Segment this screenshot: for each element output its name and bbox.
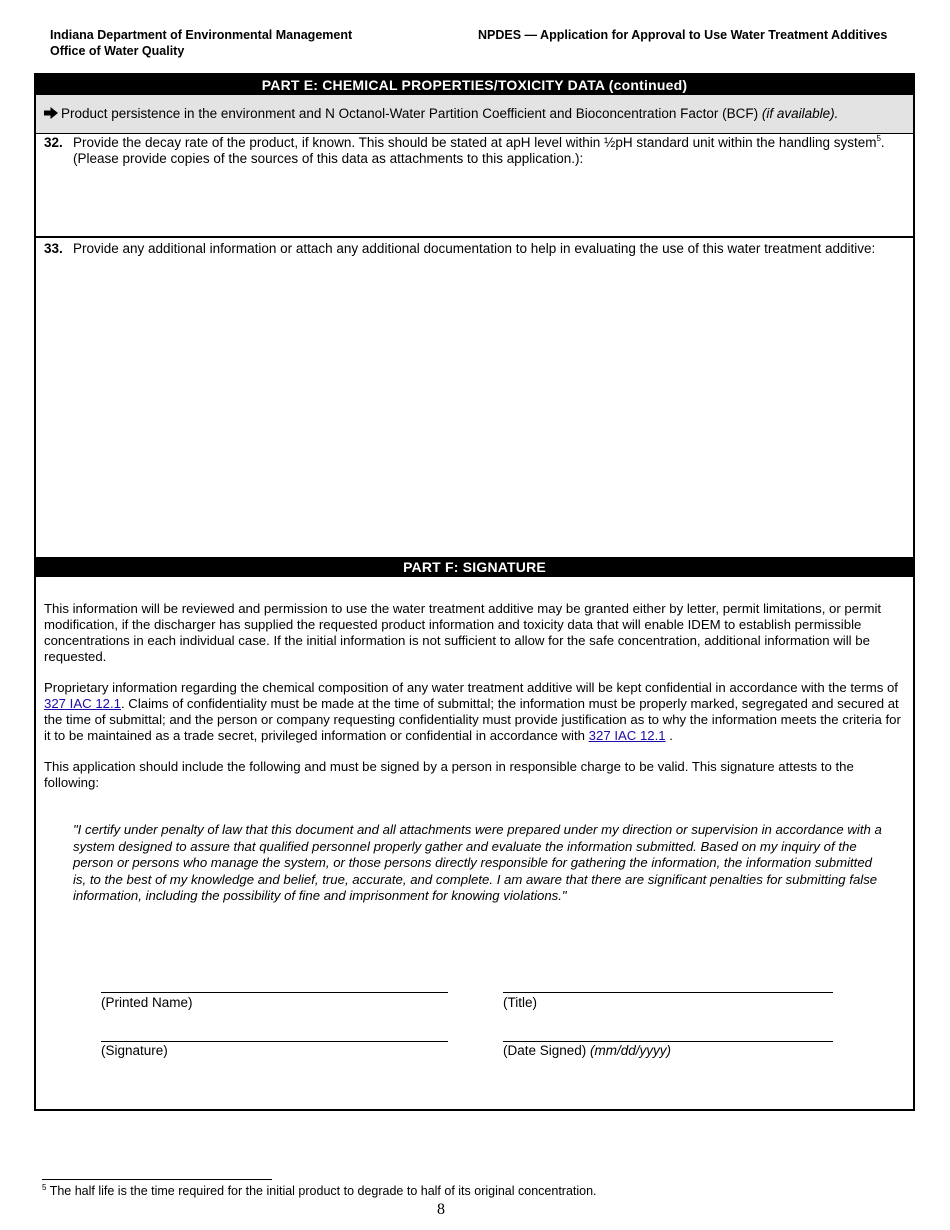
footnote [42,1183,597,1199]
review-paragraph: This information will be reviewed and permission to use the water treatment additive may be granted either by letter, permit limitations, or permit modification, if the discharger has supplied the requested product information and toxicity data that will enable IDEM to establish permissible concentrations in each individual case. If the initial information is not sufficient to allow for the safe concentration, additional information will be requested. [44,601,882,664]
question-33-text: Provide any additional information or attach any additional documentation to help in evaluating the use of this water treatment additive: [73,241,876,256]
footnote-marker: 5 [42,1183,47,1192]
footnote-text: The half life is the time required for the initial product to degrade to half of its original concentration. [46,1184,597,1198]
title-label: (Title) [503,995,537,1010]
persistence-text: Product persistence in the environment and N Octanol-Water Partition Coefficient and Bioconcentration Factor (BCF) [61,106,762,121]
part-f-title: PART F: SIGNATURE [36,557,913,577]
persistence-note-row [36,95,913,134]
signature-label: (Signature) [101,1043,168,1058]
certification-statement: "I certify under penalty of law that this document and all attachments were prepared under my direction or supervision in accordance with a system designed to assure that qualified personnel properly gather and evaluate the information submitted. Based on my inquiry of the person or persons who manage the system, or those persons directly responsible for gathering the information, the information submitted is, to the best of my knowledge and belief, true, accurate, and complete. I am aware that there are significant penalties for submitting false information, including the possibility of fine and imprisonment for knowing violations." [73,822,882,904]
form-title: NPDES — Application for Approval to Use Water Treatment Additives [478,28,888,42]
signature-line[interactable] [101,1041,448,1042]
footnote-divider [42,1179,272,1180]
question-32-field[interactable] [36,134,913,238]
agency-header [50,27,352,59]
printed-name-label: (Printed Name) [101,995,193,1010]
question-33-field[interactable] [36,240,913,557]
footnote-ref: 5 [876,134,881,143]
form-frame [34,73,915,1111]
date-signed-line[interactable] [503,1041,833,1042]
printed-name-line[interactable] [101,992,448,993]
agency-name: Indiana Department of Environmental Management [50,28,353,42]
signature-instructions: This application should include the following and must be signed by a person in responsible charge to be valid. This signature attests to the following: [44,759,854,790]
office-name: Office of Water Quality [50,44,185,58]
question-32-text: Provide the decay rate of the product, if known. This should be stated at apH level within ½pH standard unit within the handling system$^5$. (Please provide copies of the sources of this data as attachments to this application.): [73,134,885,166]
page-number: 8 [437,1201,445,1218]
arrow-right-icon [44,107,58,119]
confidentiality-paragraph: Proprietary information regarding the chemical composition of any water treatment additive will be kept confidential in accordance with the terms of 327 IAC 12.1. Claims of confidentiality must be made at the time of submittal; the information must be properly marked, segregated and secured at the time of submittal; and the person or company requesting confidentiality must provide justification as to why the information meets the criteria for it to be maintained as a trade secret, privileged information or confidential in accordance with 327 IAC 12.1 . [44,680,901,743]
date-signed-label: (Date Signed) (mm/dd/yyyy) [503,1043,672,1058]
iac-link[interactable]: 327 IAC 12.1 [588,728,666,743]
persistence-qualifier: (if available). [761,106,839,121]
date-format: (mm/dd/yyyy) [590,1043,672,1058]
question-number: 32. [44,135,63,150]
part-e-title: PART E: CHEMICAL PROPERTIES/TOXICITY DATA (continued) [36,75,913,95]
question-number: 33. [44,241,63,256]
iac-link[interactable]: 327 IAC 12.1 [44,696,121,711]
title-line[interactable] [503,992,833,993]
